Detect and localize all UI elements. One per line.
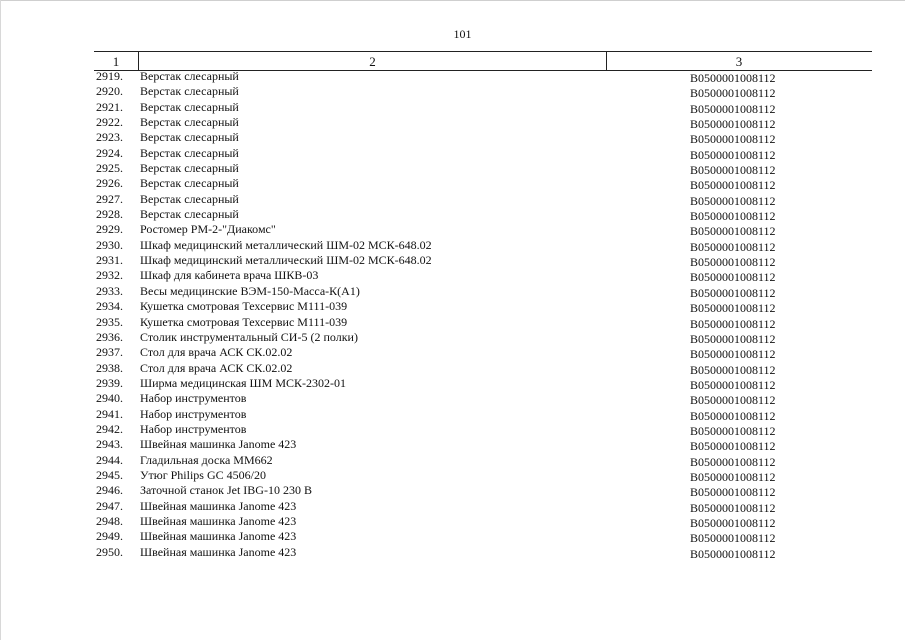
scan-edge-left [0,0,1,640]
table-row [94,100,872,115]
inventory-code: В0500001008112 [690,347,776,362]
row-number: 2919. [96,69,123,83]
inventory-code: В0500001008112 [690,454,776,469]
inventory-code: В0500001008112 [690,377,776,392]
table-row [94,222,872,237]
table-row [94,207,872,222]
inventory-code: В0500001008112 [690,209,776,224]
table-body [94,69,872,560]
row-number: 2932. [96,268,123,283]
inventory-code: В0500001008112 [690,178,776,193]
item-name: Стол для врача АСК СК.02.02 [140,345,293,360]
column-header-2: 2 [138,52,607,70]
inventory-code: В0500001008112 [690,546,776,561]
inventory-code: В0500001008112 [690,117,776,132]
table-row [94,115,872,130]
item-name: Ростомер РМ-2-"Диакомс" [140,222,276,237]
inventory-code: В0500001008112 [690,224,776,239]
item-name: Верстак слесарный [140,99,239,114]
item-name: Верстак слесарный [140,84,239,99]
table-row [94,161,872,176]
table-row [94,391,872,406]
table-row [94,330,872,345]
table-row [94,361,872,376]
item-name: Швейная машинка Janome 423 [140,544,297,559]
inventory-code: В0500001008112 [690,132,776,147]
row-number: 2940. [96,391,123,406]
table-row [94,345,872,360]
table-row [94,437,872,452]
row-number: 2941. [96,406,123,421]
row-number: 2950. [96,544,123,559]
row-number: 2942. [96,421,123,436]
row-number: 2926. [96,176,123,191]
item-name: Верстак слесарный [140,69,239,83]
table-row [94,422,872,437]
row-number: 2943. [96,437,123,452]
inventory-code: В0500001008112 [690,163,776,178]
row-number: 2921. [96,99,123,114]
item-name: Швейная машинка Janome 423 [140,529,297,544]
row-number: 2937. [96,345,123,360]
row-number: 2938. [96,360,123,375]
inventory-code: В0500001008112 [690,193,776,208]
row-number: 2930. [96,237,123,252]
item-name: Ширма медицинская ШМ МСК-2302-01 [140,375,347,390]
row-number: 2925. [96,161,123,176]
row-number: 2927. [96,191,123,206]
table-row [94,468,872,483]
item-name: Столик инструментальный СИ-5 (2 полки) [140,329,358,344]
inventory-code: В0500001008112 [690,485,776,500]
row-number: 2928. [96,207,123,222]
inventory-code: В0500001008112 [690,301,776,316]
row-number: 2935. [96,314,123,329]
table-row [94,192,872,207]
item-name: Верстак слесарный [140,115,239,130]
row-number: 2945. [96,467,123,482]
column-header-1: 1 [112,54,120,69]
item-name: Верстак слесарный [140,161,239,176]
table-row [94,268,872,283]
inventory-code: В0500001008112 [690,362,776,377]
row-number: 2939. [96,375,123,390]
table-row [94,315,872,330]
row-number: 2931. [96,253,123,268]
item-name: Шкаф для кабинета врача ШКВ-03 [140,268,319,283]
item-name: Набор инструментов [140,391,247,406]
table-row [94,69,872,84]
inventory-code: В0500001008112 [690,239,776,254]
item-name: Швейная машинка Janome 423 [140,498,297,513]
table-row [94,253,872,268]
item-name: Верстак слесарный [140,176,239,191]
item-name: Весы медицинские ВЭМ-150-Масса-К(А1) [140,283,360,298]
inventory-code: В0500001008112 [690,316,776,331]
item-name: Стол для врача АСК СК.02.02 [140,360,293,375]
item-name: Заточной станок Jet IBG-10 230 В [140,483,312,498]
row-number: 2923. [96,130,123,145]
item-name: Набор инструментов [140,406,247,421]
item-name: Утюг Philips GC 4506/20 [140,467,266,482]
item-name: Верстак слесарный [140,130,239,145]
row-number: 2946. [96,483,123,498]
inventory-code: В0500001008112 [690,393,776,408]
inventory-code: В0500001008112 [690,86,776,101]
inventory-code: В0500001008112 [690,515,776,530]
row-number: 2934. [96,299,123,314]
row-number: 2949. [96,529,123,544]
row-number: 2944. [96,452,123,467]
row-number: 2933. [96,283,123,298]
inventory-code: В0500001008112 [690,500,776,515]
item-name: Гладильная доска ММ662 [140,452,273,467]
inventory-code: В0500001008112 [690,270,776,285]
row-number: 2924. [96,145,123,160]
inventory-code: В0500001008112 [690,71,776,85]
page-number: 101 [453,27,472,41]
row-number: 2922. [96,115,123,130]
row-number: 2929. [96,222,123,237]
column-header-3: 3 [735,54,743,69]
item-name: Набор инструментов [140,421,247,436]
item-name: Швейная машинка Janome 423 [140,437,297,452]
inventory-code: В0500001008112 [690,285,776,300]
table-row [94,238,872,253]
table-row [94,130,872,145]
inventory-code: В0500001008112 [690,331,776,346]
table-row [94,84,872,99]
item-name: Шкаф медицинский металлический ШМ-02 МСК-648.02 [140,253,432,268]
row-number: 2936. [96,329,123,344]
item-name: Верстак слесарный [140,191,239,206]
table-row [94,545,872,560]
inventory-code: В0500001008112 [690,147,776,162]
inventory-code: В0500001008112 [690,531,776,546]
table-row [94,529,872,544]
table-row [94,483,872,498]
table-header [94,51,872,71]
table-row [94,146,872,161]
inventory-code: В0500001008112 [690,439,776,454]
item-name: Шкаф медицинский металлический ШМ-02 МСК-648.02 [140,237,432,252]
scan-edge-top [0,0,905,1]
table-row [94,407,872,422]
table-row [94,499,872,514]
row-number: 2920. [96,84,123,99]
inventory-code: В0500001008112 [690,101,776,116]
inventory-code: В0500001008112 [690,423,776,438]
table-row [94,299,872,314]
table-row [94,284,872,299]
table-row [94,514,872,529]
item-name: Кушетка смотровая Техсервис М111-039 [140,299,348,314]
table-row [94,453,872,468]
row-number: 2947. [96,498,123,513]
table-row [94,176,872,191]
row-number: 2948. [96,513,123,528]
inventory-code: В0500001008112 [690,255,776,270]
item-name: Верстак слесарный [140,207,239,222]
inventory-code: В0500001008112 [690,469,776,484]
item-name: Швейная машинка Janome 423 [140,513,297,528]
item-name: Кушетка смотровая Техсервис М111-039 [140,314,348,329]
table-row [94,376,872,391]
item-name: Верстак слесарный [140,145,239,160]
inventory-code: В0500001008112 [690,408,776,423]
